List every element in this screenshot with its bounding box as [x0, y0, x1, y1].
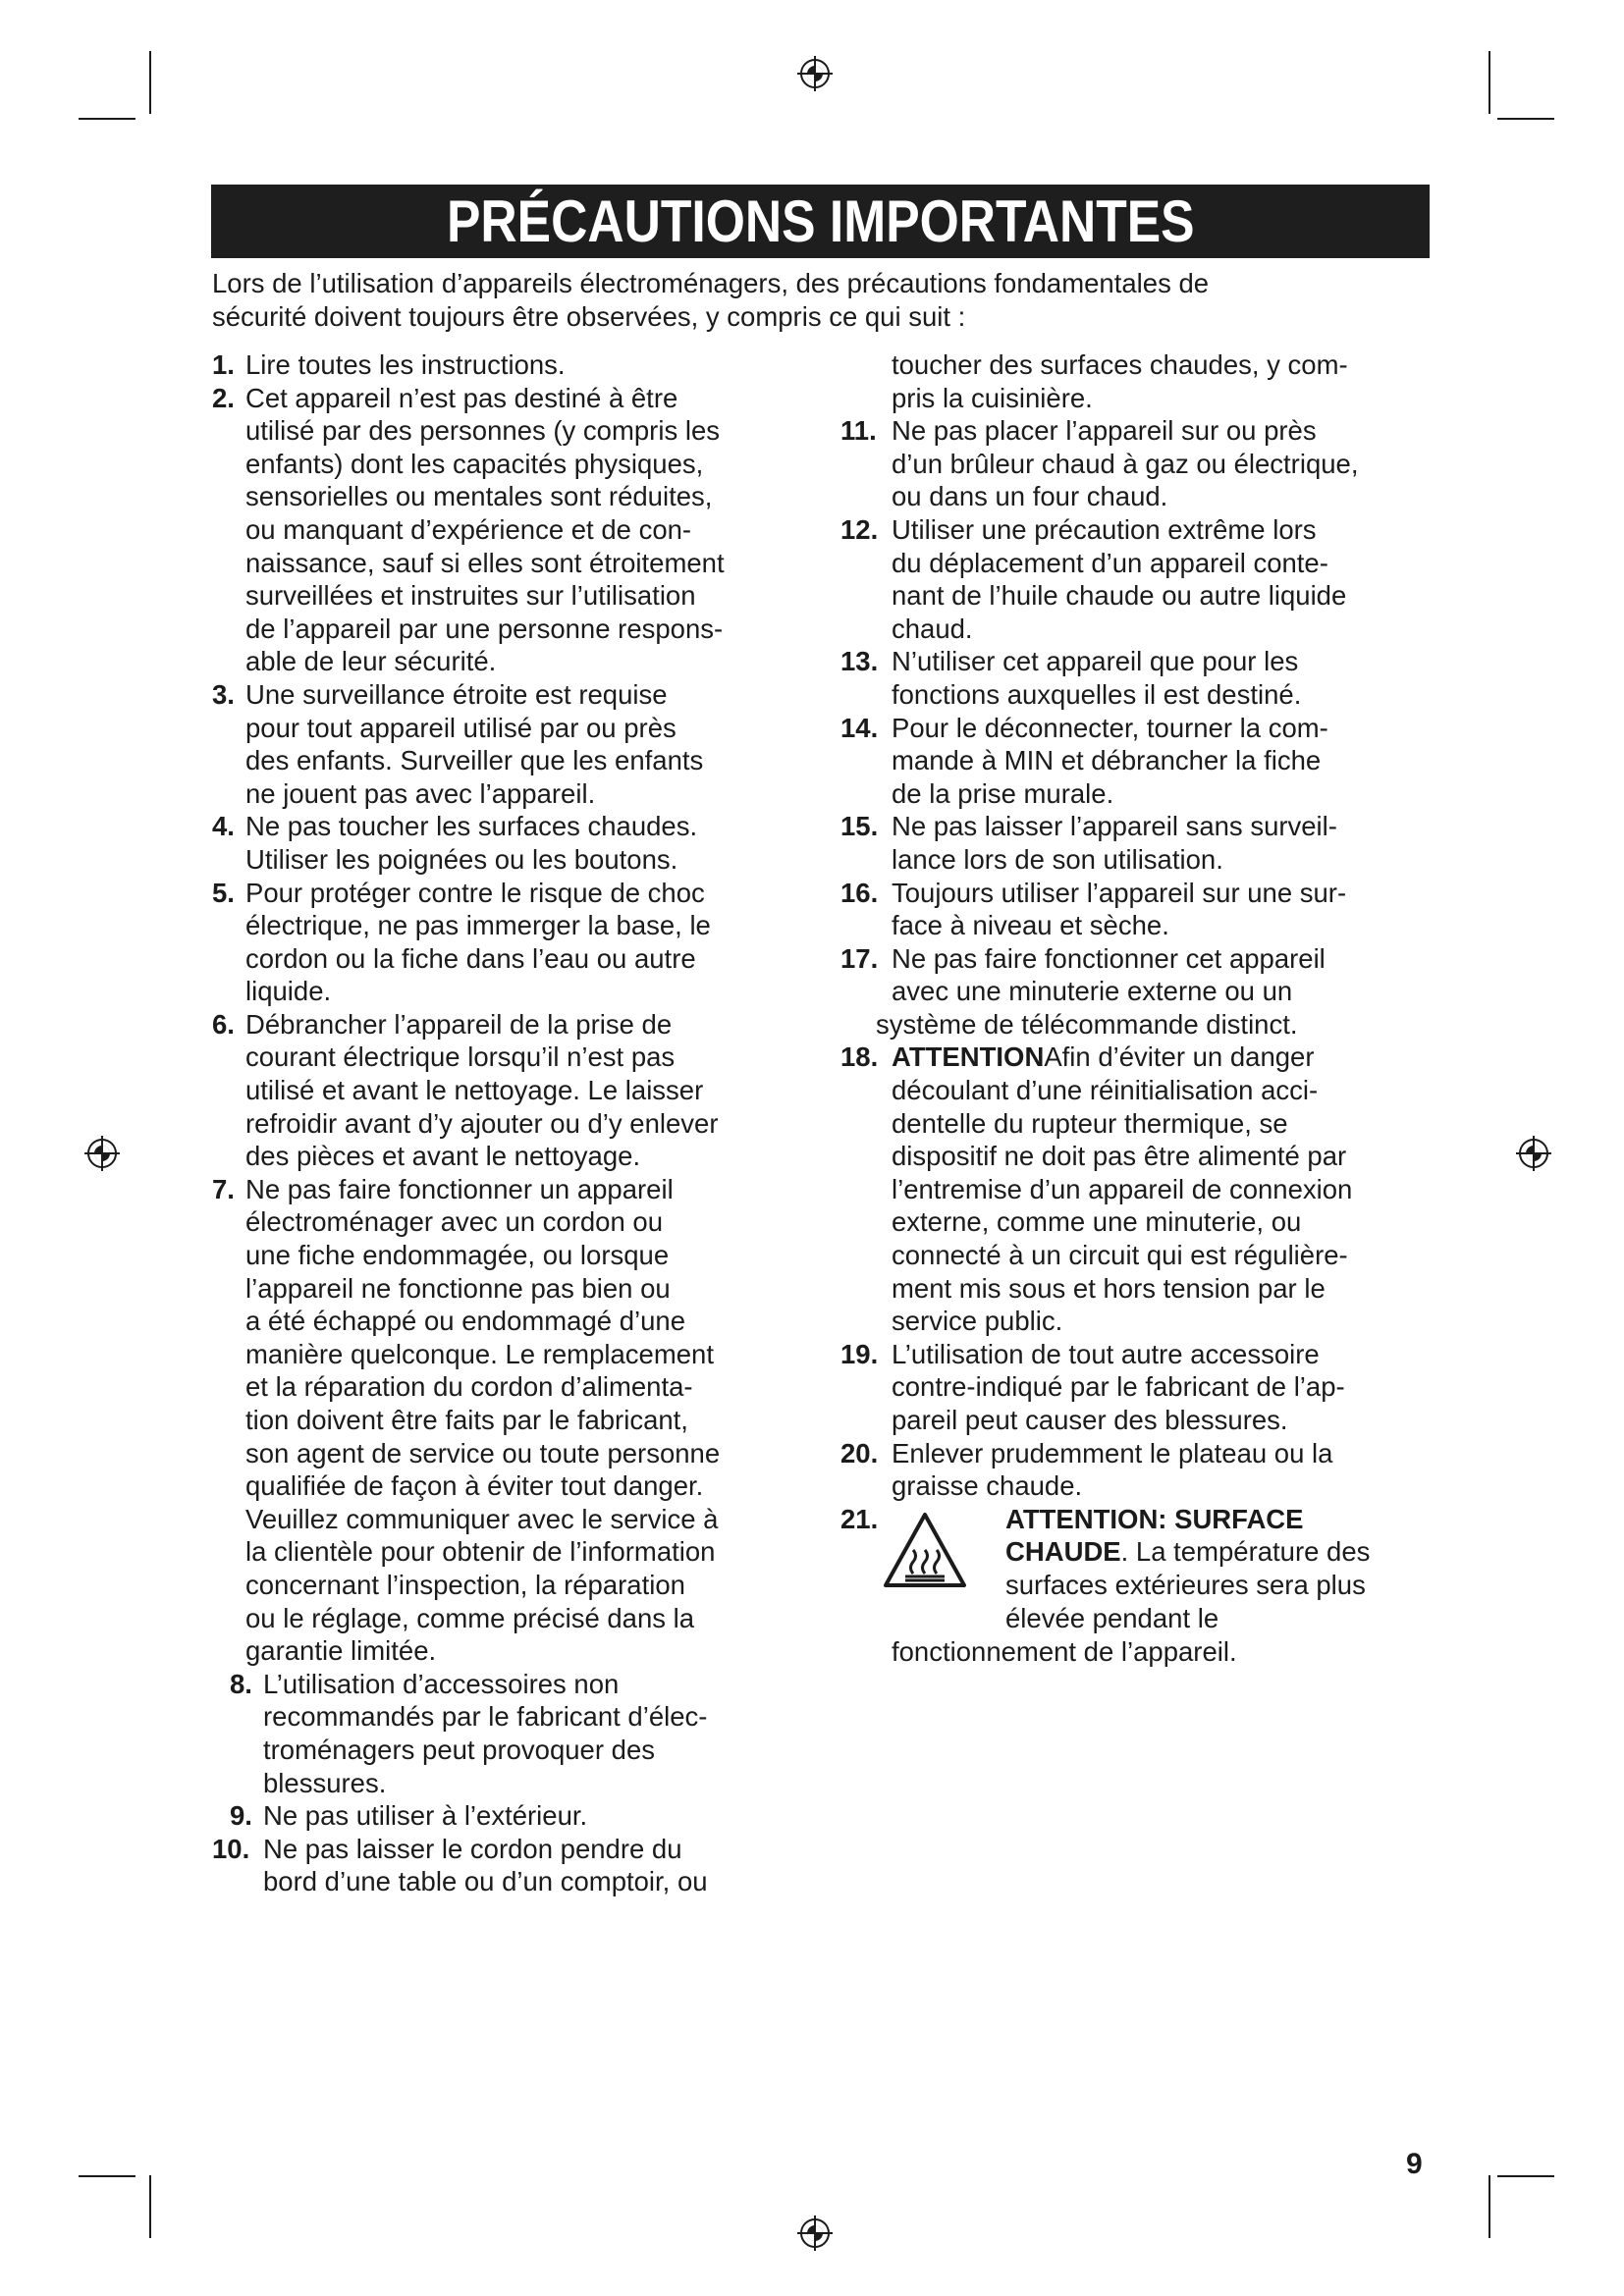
list-item — [840, 877, 1437, 942]
item-line: recommandés par le fabricant d’élec- — [263, 1701, 708, 1733]
item-number: 21. — [840, 1503, 879, 1534]
list-item — [212, 877, 801, 1008]
item-number: 20. — [840, 1437, 879, 1468]
crop-mark — [1497, 118, 1554, 120]
list-item — [212, 1173, 801, 1668]
item-line: qualifiée de façon à éviter tout danger. — [245, 1470, 704, 1502]
left-column — [212, 348, 801, 1898]
item-number: 6. — [212, 1008, 235, 1040]
item-line: du déplacement d’un appareil conte- — [892, 547, 1328, 578]
item-number: 15. — [840, 811, 879, 842]
crop-mark — [79, 2175, 135, 2177]
item-line: découlant d’une réinitialisation acci- — [892, 1075, 1319, 1106]
list-item — [840, 810, 1437, 876]
item-line: tion doivent être faits par le fabricant, — [245, 1405, 688, 1435]
item-number: 18. — [840, 1041, 879, 1073]
item-line: la clientèle pour obtenir de l’information — [245, 1536, 716, 1568]
item-number: 4. — [212, 811, 235, 842]
item-number: 10. — [212, 1833, 250, 1864]
item-line: pareil peut causer des blessures. — [892, 1405, 1288, 1435]
item-line: d’un brûleur chaud à gaz ou électrique, — [892, 448, 1359, 479]
item-line — [1005, 1535, 1437, 1569]
item-line: Ne pas faire fonctionner cet appareil — [892, 942, 1326, 974]
hot-surface-text — [1005, 1503, 1437, 1634]
item-line: de la prise murale. — [892, 777, 1114, 809]
item-line: courant électrique lorsqu’il n’est pas — [245, 1041, 676, 1073]
item-line: l’entremise d’un appareil de connexion — [892, 1173, 1353, 1204]
item-line: blessures. — [263, 1767, 387, 1798]
item-number: 1. — [212, 349, 235, 380]
list-item — [840, 1437, 1437, 1503]
item-line: L’utilisation de tout autre accessoire — [892, 1338, 1320, 1369]
item-line: externe, comme une minuterie, ou — [892, 1206, 1302, 1238]
list-item — [212, 810, 801, 876]
item-line: toucher des surfaces chaudes, y com- — [892, 349, 1348, 380]
item-line: Une surveillance étroite est requise — [245, 678, 668, 710]
crop-mark — [1489, 51, 1490, 114]
item-line: Veuillez communiquer avec le service à — [245, 1503, 719, 1534]
intro-line: sécurité doivent toujours être observées, y compris ce qui suit : — [212, 301, 966, 332]
item-line: Ne pas faire fonctionner un appareil — [245, 1173, 674, 1204]
item-line: Utiliser les poignées ou les boutons. — [245, 843, 678, 875]
item-line: dentelle du rupteur thermique, se — [892, 1107, 1288, 1139]
item-line: une fiche endommagée, ou lorsque — [245, 1240, 670, 1271]
crop-mark — [149, 2175, 151, 2238]
item-line: concernant l’inspection, la réparation — [245, 1569, 685, 1600]
item-number: 11. — [840, 415, 877, 447]
attention-label: CHAUDE — [1005, 1536, 1121, 1568]
item-line: garantie limitée. — [245, 1635, 437, 1667]
item-number: 19. — [840, 1338, 879, 1369]
item-line: utilisé par des personnes (y compris les — [245, 415, 720, 447]
item-line: son agent de service ou toute personne — [245, 1437, 721, 1468]
item-line: bord d’une table ou d’un comptoir, ou — [263, 1866, 708, 1897]
item-line: dispositif ne doit pas être alimenté par — [892, 1141, 1347, 1172]
item-line: Ne pas utiliser à l’extérieur. — [263, 1800, 588, 1832]
item-number: 5. — [212, 877, 235, 908]
item-line: manière quelconque. Le remplacement — [245, 1338, 714, 1369]
item-line: ne jouent pas avec l’appareil. — [245, 777, 596, 809]
list-item — [230, 1668, 801, 1799]
item-line: l’appareil ne fonctionne pas bien ou — [245, 1272, 671, 1304]
registration-mark-icon — [795, 2214, 835, 2253]
item-number: 2. — [212, 382, 235, 413]
item-line: Pour le déconnecter, tourner la com- — [892, 712, 1328, 743]
intro-line: Lors de l’utilisation d’appareils électroménagers, des précautions fondamentales de — [212, 268, 1210, 298]
item-line: cordon ou la fiche dans l’eau ou autre — [245, 942, 696, 974]
crop-mark — [1489, 2175, 1490, 2238]
item-line: et la réparation du cordon d’alimenta- — [245, 1371, 693, 1403]
list-item — [212, 678, 801, 810]
list-item — [212, 382, 801, 678]
item-number: 14. — [840, 712, 879, 743]
item-line: a été échappé ou endommagé d’une — [245, 1306, 685, 1337]
intro-paragraph — [212, 267, 1430, 334]
item-line: Cet appareil n’est pas destiné à être — [245, 382, 678, 413]
hot-surface-warning-icon — [882, 1511, 968, 1589]
item-line — [892, 1041, 1437, 1074]
item-line: Enlever prudemment le plateau ou la — [892, 1437, 1333, 1468]
item-line: connecté à un circuit qui est régulière- — [892, 1240, 1348, 1271]
item-line: fonctionnement de l’appareil. — [892, 1635, 1237, 1667]
item-number: 9. — [230, 1800, 252, 1832]
page-title: PRÉCAUTIONS IMPORTANTES — [446, 188, 1195, 254]
item-line: sensorielles ou mentales sont réduites, — [245, 481, 713, 512]
item-number: 13. — [840, 646, 879, 677]
item-line: mande à MIN et débrancher la fiche — [892, 745, 1322, 776]
item-number: 7. — [212, 1173, 235, 1204]
item-line: troménagers peut provoquer des — [263, 1734, 655, 1765]
crop-mark — [149, 51, 151, 114]
item-line: Ne pas placer l’appareil sur ou près — [892, 415, 1317, 447]
item-line: surveillées et instruites sur l’utilisation — [245, 580, 696, 612]
item-line: ou manquant d’expérience et de con- — [245, 513, 692, 545]
list-item — [840, 1041, 1437, 1337]
item-line: face à niveau et sèche. — [892, 910, 1169, 941]
item-number: 16. — [840, 877, 879, 908]
list-item-hot-surface — [840, 1503, 1437, 1635]
item-line: des enfants. Surveiller que les enfants — [245, 745, 704, 776]
item-line: système de télécommande distinct. — [876, 1008, 1298, 1040]
item-line: surfaces extérieures sera plus — [1005, 1569, 1366, 1600]
item-line: des pièces et avant le nettoyage. — [245, 1141, 641, 1172]
item-line: électrique, ne pas immerger la base, le — [245, 910, 711, 941]
item-line: refroidir avant d’y ajouter ou d’y enlever — [245, 1107, 719, 1139]
list-item — [212, 1833, 801, 1898]
item-line: enfants) dont les capacités physiques, — [245, 448, 704, 479]
item-line: naissance, sauf si elles sont étroitement — [245, 547, 725, 578]
item-line: avec une minuterie externe ou un — [892, 976, 1293, 1007]
item-line: fonctions auxquelles il est destiné. — [892, 678, 1302, 710]
item-line: Ne pas toucher les surfaces chaudes. — [245, 811, 698, 842]
attention-label: ATTENTION — [892, 1041, 1045, 1073]
item-text: Afin d’éviter un danger — [1044, 1041, 1315, 1073]
item-line: N’utiliser cet appareil que pour les — [892, 646, 1299, 677]
item-line: lance lors de son utilisation. — [892, 843, 1223, 875]
registration-mark-icon — [82, 1134, 122, 1173]
item-line: liquide. — [245, 976, 332, 1007]
item-line: contre-indiqué par le fabricant de l’ap- — [892, 1371, 1345, 1403]
item-number: 12. — [840, 513, 879, 545]
item-line: Lire toutes les instructions. — [245, 349, 566, 380]
item-line: graisse chaude. — [892, 1470, 1083, 1502]
registration-mark-icon — [1514, 1134, 1553, 1173]
crop-mark — [79, 118, 135, 120]
page-number: 9 — [1406, 2148, 1423, 2180]
item-number: 8. — [230, 1668, 252, 1699]
list-item — [840, 942, 1437, 1041]
list-item — [212, 348, 801, 382]
list-item — [230, 1799, 801, 1833]
crop-mark — [1497, 2175, 1554, 2177]
page-title-bar — [211, 185, 1430, 258]
item-line: Ne pas laisser le cordon pendre du — [263, 1833, 682, 1864]
right-column — [840, 348, 1437, 1668]
item-line: Débrancher l’appareil de la prise de — [245, 1008, 673, 1040]
item-line: pris la cuisinière. — [892, 382, 1093, 413]
item-line: ou dans un four chaud. — [892, 481, 1168, 512]
item-line: able de leur sécurité. — [245, 646, 497, 677]
item-line: utilisé et avant le nettoyage. Le laisser — [245, 1075, 704, 1106]
item-line: chaud. — [892, 613, 973, 644]
list-item — [840, 414, 1437, 513]
list-item — [840, 1338, 1437, 1437]
item-line: Toujours utiliser l’appareil sur une sur- — [892, 877, 1347, 908]
item-text: . La température des — [1120, 1536, 1371, 1568]
item-line: Utiliser une précaution extrême lors — [892, 513, 1317, 545]
item-number: 3. — [212, 678, 235, 710]
item-line: pour tout appareil utilisé par ou près — [245, 712, 677, 743]
item-line: ou le réglage, comme précisé dans la — [245, 1602, 695, 1633]
item-line: de l’appareil par une personne respons- — [245, 613, 724, 644]
item-line: L’utilisation d’accessoires non — [263, 1668, 620, 1699]
item-line: Pour protéger contre le risque de choc — [245, 877, 705, 908]
list-item — [840, 645, 1437, 711]
attention-label: ATTENTION: SURFACE — [1005, 1503, 1304, 1534]
list-item — [840, 513, 1437, 645]
item-line: ment mis sous et hors tension par le — [892, 1272, 1326, 1304]
list-item — [840, 712, 1437, 811]
item-line: service public. — [892, 1306, 1063, 1337]
item-line: Ne pas laisser l’appareil sans surveil- — [892, 811, 1337, 842]
item-line: élevée pendant le — [1005, 1602, 1219, 1633]
list-item-continuation — [840, 348, 1437, 414]
item-line: nant de l’huile chaude ou autre liquide — [892, 580, 1347, 612]
item-number: 17. — [840, 942, 879, 974]
item-line: électroménager avec un cordon ou — [245, 1206, 663, 1238]
list-item — [212, 1008, 801, 1173]
registration-mark-icon — [795, 54, 835, 93]
